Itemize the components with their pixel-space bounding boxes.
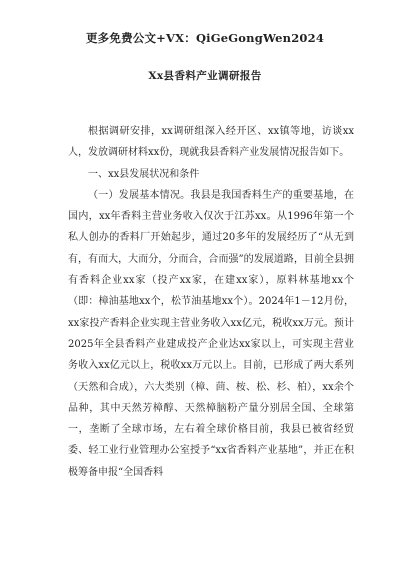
document-body xyxy=(68,121,354,483)
body-paragraph: （一）发展基本情况。我县是我国香料生产的重要基地，在国内，xx年香料主营业务收入仅次于江苏xx。从1996年第一个私人创办的香料厂开始起步，通过20多年的发展经历了“从无到有，有而大，大而分，分而合，合而强”的发展道路，目前全县拥有香料企业xx家（投产xx家，在建xx家），原料林基地xx个（即：樟油基地xx个，松节油基地xx个）。2024年1－12月份，xx家投产香料企业实现主营业务收入xx亿元，税收xx万元。预计2025年全县香料产业建成投产企业达xx家以上，可实现主营业务收入xx亿元以上，税收xx万元以上。目前，已形成了两大系列（天然和合成），六大类别（樟、茴、桉、松、杉、柏），xx余个品种，其中天然芳樟醇、天然樟脑粉产量分别居全国、全球第一，垄断了全球市场，左右着全球价格目前，我县已被省经贸委、轻工业行业管理办公室授予“xx省香料产业基地”，并正在积极筹备申报“全国香料 xyxy=(68,189,354,478)
section-heading: 一、xx县发展状况和条件 xyxy=(88,168,200,180)
intro-paragraph: 根据调研安排，xx调研组深入经开区、xx镇等地，访谈xx人，发放调研材料xx份，现就我县香料产业发展情况报告如下。 xyxy=(68,126,354,159)
document-title: Xx县香料产业调研报告 xyxy=(148,70,262,82)
promo-banner: 更多免费公文+VX：QiGeGongWen2024 xyxy=(85,31,325,45)
